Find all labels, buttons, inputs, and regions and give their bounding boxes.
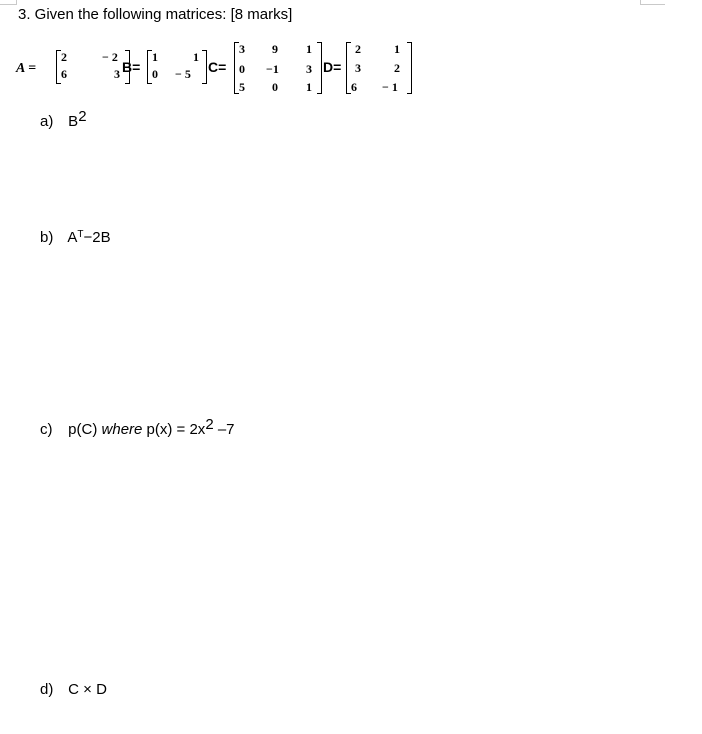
page-corner-mark-right [640,0,665,5]
matrix-a-cell: 3 [114,67,120,81]
matrix-c-right-bracket [317,42,322,94]
matrix-d-cell: 6 [351,80,357,94]
matrix-a [56,50,130,84]
part-b [40,229,111,246]
matrix-b [147,50,207,84]
matrix-c-cell: 1 [306,80,312,94]
matrix-d-cell: 2 [394,61,400,75]
matrix-d-right-bracket [407,42,412,94]
matrix-d-cell: 2 [355,42,361,56]
matrix-c-cell: 3 [239,42,245,56]
part-d-label: d) [40,681,54,698]
matrix-b-cell: − 5 [175,67,191,81]
matrix-b-cell: 0 [152,67,158,81]
part-c [40,416,235,438]
matrix-b-label: B= [122,59,141,75]
matrix-c-cell: 0 [272,80,278,94]
part-a [40,108,87,130]
matrix-a-cell: − 2 [102,50,118,64]
matrix-c-cell: 9 [272,42,278,56]
matrix-a-label: A = [16,61,37,76]
question-title: 3. Given the following matrices: [8 marks] [18,6,293,23]
matrix-d-cell: 1 [394,42,400,56]
matrix-c-cell: 1 [306,42,312,56]
matrix-c-cell: 0 [239,62,245,76]
matrices-row [14,40,434,96]
part-b-text: $A^T-2B$ [67,229,111,246]
part-c-text: p(C) where $p(x) = 2x^2$ –7 [68,416,235,438]
part-d-text: C × D [68,681,107,698]
matrix-c-cell: −1 [266,62,279,76]
page-corner-mark-left [0,0,17,5]
matrix-b-right-bracket [202,50,207,84]
part-a-label: a) [40,113,54,130]
matrix-d [346,42,412,94]
matrix-a-cell: 6 [61,67,67,81]
matrix-b-cell: 1 [193,50,199,64]
matrix-b-cell: 1 [152,50,158,64]
matrix-c-label: C= [208,59,227,75]
part-d [40,681,107,698]
part-c-label: c) [40,421,53,438]
part-a-text: $B^2$ [68,108,87,130]
matrix-c-cell: 5 [239,80,245,94]
matrix-a-cell: 2 [61,50,67,64]
matrix-d-label: D= [323,59,342,75]
part-b-label: b) [40,229,54,246]
matrix-d-cell: 3 [355,61,361,75]
matrix-c [234,42,322,94]
matrix-d-cell: − 1 [382,80,398,94]
matrix-c-cell: 3 [306,62,312,76]
